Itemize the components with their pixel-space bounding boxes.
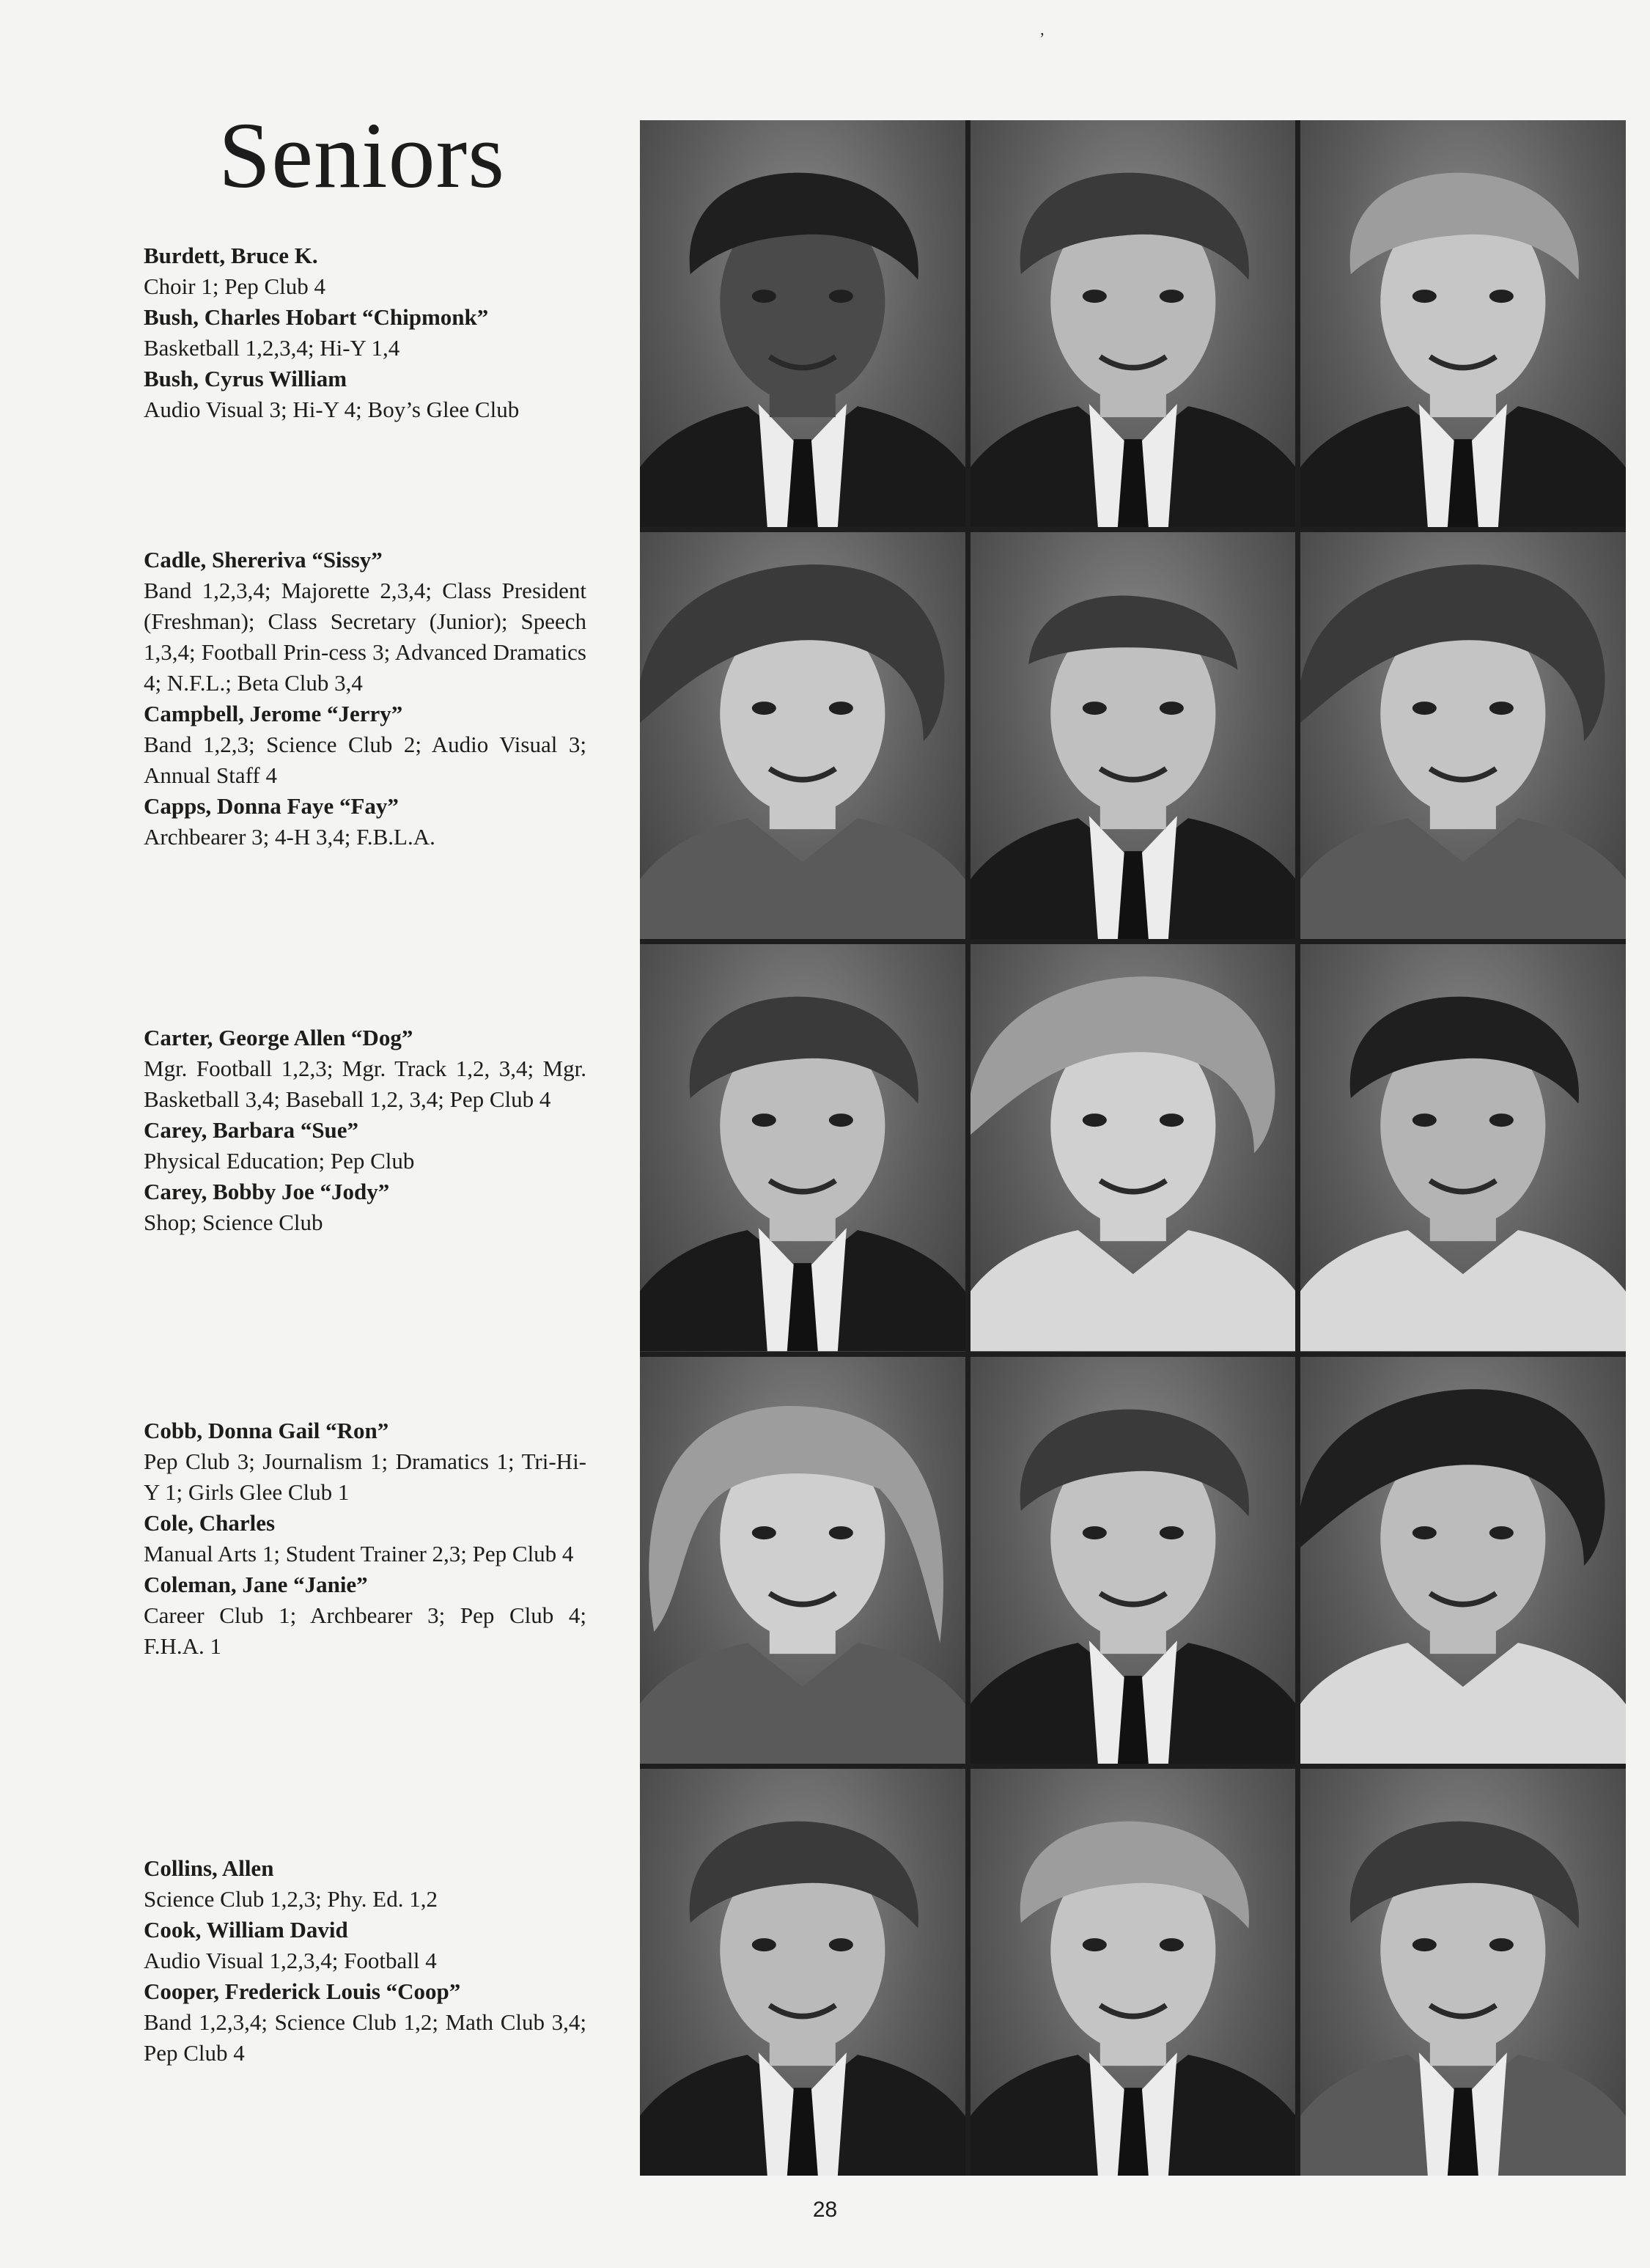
portrait-eye (1413, 1938, 1437, 1951)
portrait-attire (971, 1231, 1296, 1352)
student-name: Campbell, Jerome “Jerry” (144, 701, 403, 726)
student-name: Carter, George Allen “Dog” (144, 1025, 413, 1050)
bio-group-5 (144, 1853, 586, 2069)
portrait-attire (1300, 1231, 1626, 1352)
bio-entry (144, 699, 586, 791)
portrait-eye (1413, 702, 1437, 715)
portrait-eye (1489, 290, 1514, 303)
student-name: Capps, Donna Faye “Fay” (144, 793, 399, 819)
portrait-eye (1413, 1526, 1437, 1539)
portrait-eye (752, 1526, 776, 1539)
portrait-eye (752, 1938, 776, 1951)
student-portrait (1300, 1357, 1626, 1764)
portrait-eye (1413, 290, 1437, 303)
student-activities: Band 1,2,3,4; Majorette 2,3,4; Class President (Freshman); Class Secretary (Junior); Speech 1,3,4; Football Prin-cess 3; Advanced Dramatics 4; N.F.L.; Beta Club 3,4 (144, 578, 586, 696)
bio-entry (144, 1177, 586, 1238)
student-name: Cooper, Frederick Louis “Coop” (144, 1978, 461, 2004)
student-name: Coleman, Jane “Janie” (144, 1572, 368, 1597)
student-portrait (1300, 120, 1626, 527)
student-activities: Pep Club 3; Journalism 1; Dramatics 1; Tri-Hi-Y 1; Girls Glee Club 1 (144, 1448, 586, 1505)
bio-entry (144, 302, 586, 364)
bio-entry (144, 1508, 586, 1569)
student-activities: Science Club 1,2,3; Phy. Ed. 1,2 (144, 1886, 438, 1912)
student-name: Collins, Allen (144, 1855, 274, 1881)
portrait-attire (1300, 1643, 1626, 1764)
student-name: Cole, Charles (144, 1510, 276, 1536)
portrait-eye (829, 1526, 853, 1539)
student-portrait (971, 532, 1296, 939)
student-portrait (640, 120, 965, 527)
portrait-eye (1160, 702, 1184, 715)
student-portrait (640, 532, 965, 939)
portrait-eye (1489, 1526, 1514, 1539)
bio-group-4 (144, 1415, 586, 1662)
bio-entry (144, 791, 586, 853)
portrait-eye (829, 290, 853, 303)
portrait-eye (829, 702, 853, 715)
portrait-attire (640, 818, 965, 939)
student-name: Bush, Charles Hobart “Chipmonk” (144, 304, 489, 330)
page-title: Seniors (218, 103, 505, 207)
portrait-eye (829, 1113, 853, 1127)
student-portrait (971, 120, 1296, 527)
student-portrait (640, 1357, 965, 1764)
student-activities: Basketball 1,2,3,4; Hi-Y 1,4 (144, 335, 400, 361)
portrait-eye (1160, 1113, 1184, 1127)
bio-group-1 (144, 240, 586, 425)
student-name: Cobb, Donna Gail “Ron” (144, 1418, 389, 1443)
portrait-grid (640, 120, 1626, 2176)
student-portrait (1300, 944, 1626, 1351)
student-name: Carey, Barbara “Sue” (144, 1117, 359, 1143)
bio-entry (144, 1115, 586, 1177)
bio-group-2 (144, 545, 586, 853)
student-activities: Audio Visual 1,2,3,4; Football 4 (144, 1948, 437, 1973)
student-activities: Audio Visual 3; Hi-Y 4; Boy’s Glee Club (144, 397, 520, 422)
student-activities: Shop; Science Club (144, 1210, 323, 1235)
student-portrait (640, 944, 965, 1351)
student-activities: Band 1,2,3,4; Science Club 1,2; Math Club 3,4; Pep Club 4 (144, 2009, 586, 2066)
student-portrait (1300, 1769, 1626, 2176)
portrait-eye (752, 290, 776, 303)
student-activities: Mgr. Football 1,2,3; Mgr. Track 1,2, 3,4; Mgr. Basketball 3,4; Baseball 1,2, 3,4; Pep Club 4 (144, 1056, 586, 1112)
student-name: Burdett, Bruce K. (144, 243, 318, 268)
portrait-eye (1160, 1526, 1184, 1539)
bio-entry (144, 1853, 586, 1915)
portrait-eye (1489, 1113, 1514, 1127)
student-activities: Career Club 1; Archbearer 3; Pep Club 4; F.H.A. 1 (144, 1602, 586, 1659)
student-name: Bush, Cyrus William (144, 366, 347, 391)
top-mark: ʼ (1039, 29, 1045, 48)
portrait-attire (1300, 818, 1626, 939)
portrait-eye (1082, 1938, 1106, 1951)
portrait-eye (1082, 1113, 1106, 1127)
bio-entry (144, 364, 586, 425)
student-activities: Choir 1; Pep Club 4 (144, 273, 326, 299)
bio-entry (144, 1023, 586, 1115)
portrait-eye (1160, 1938, 1184, 1951)
portrait-attire (640, 1643, 965, 1764)
student-activities: Band 1,2,3; Science Club 2; Audio Visual 3; Annual Staff 4 (144, 732, 586, 788)
student-portrait (971, 944, 1296, 1351)
bio-entry (144, 1415, 586, 1508)
bio-group-3 (144, 1023, 586, 1238)
portrait-eye (1082, 290, 1106, 303)
page-number: 28 (812, 2198, 838, 2222)
student-activities: Physical Education; Pep Club (144, 1148, 415, 1174)
portrait-eye (752, 702, 776, 715)
student-name: Cook, William David (144, 1917, 348, 1943)
portrait-eye (1082, 1526, 1106, 1539)
bio-entry (144, 240, 586, 302)
student-activities: Archbearer 3; 4-H 3,4; F.B.L.A. (144, 824, 435, 850)
student-portrait (640, 1769, 965, 2176)
bio-entry (144, 1915, 586, 1976)
bio-entry (144, 545, 586, 699)
portrait-eye (1413, 1113, 1437, 1127)
portrait-eye (1489, 1938, 1514, 1951)
student-portrait (1300, 532, 1626, 939)
student-portrait (971, 1769, 1296, 2176)
bio-entry (144, 1976, 586, 2069)
bio-entry (144, 1569, 586, 1662)
student-portrait (971, 1357, 1296, 1764)
student-name: Carey, Bobby Joe “Jody” (144, 1179, 390, 1204)
student-name: Cadle, Shereriva “Sissy” (144, 547, 383, 572)
portrait-eye (752, 1113, 776, 1127)
portrait-eye (1489, 702, 1514, 715)
portrait-eye (829, 1938, 853, 1951)
portrait-eye (1160, 290, 1184, 303)
portrait-eye (1082, 702, 1106, 715)
student-activities: Manual Arts 1; Student Trainer 2,3; Pep Club 4 (144, 1541, 574, 1566)
